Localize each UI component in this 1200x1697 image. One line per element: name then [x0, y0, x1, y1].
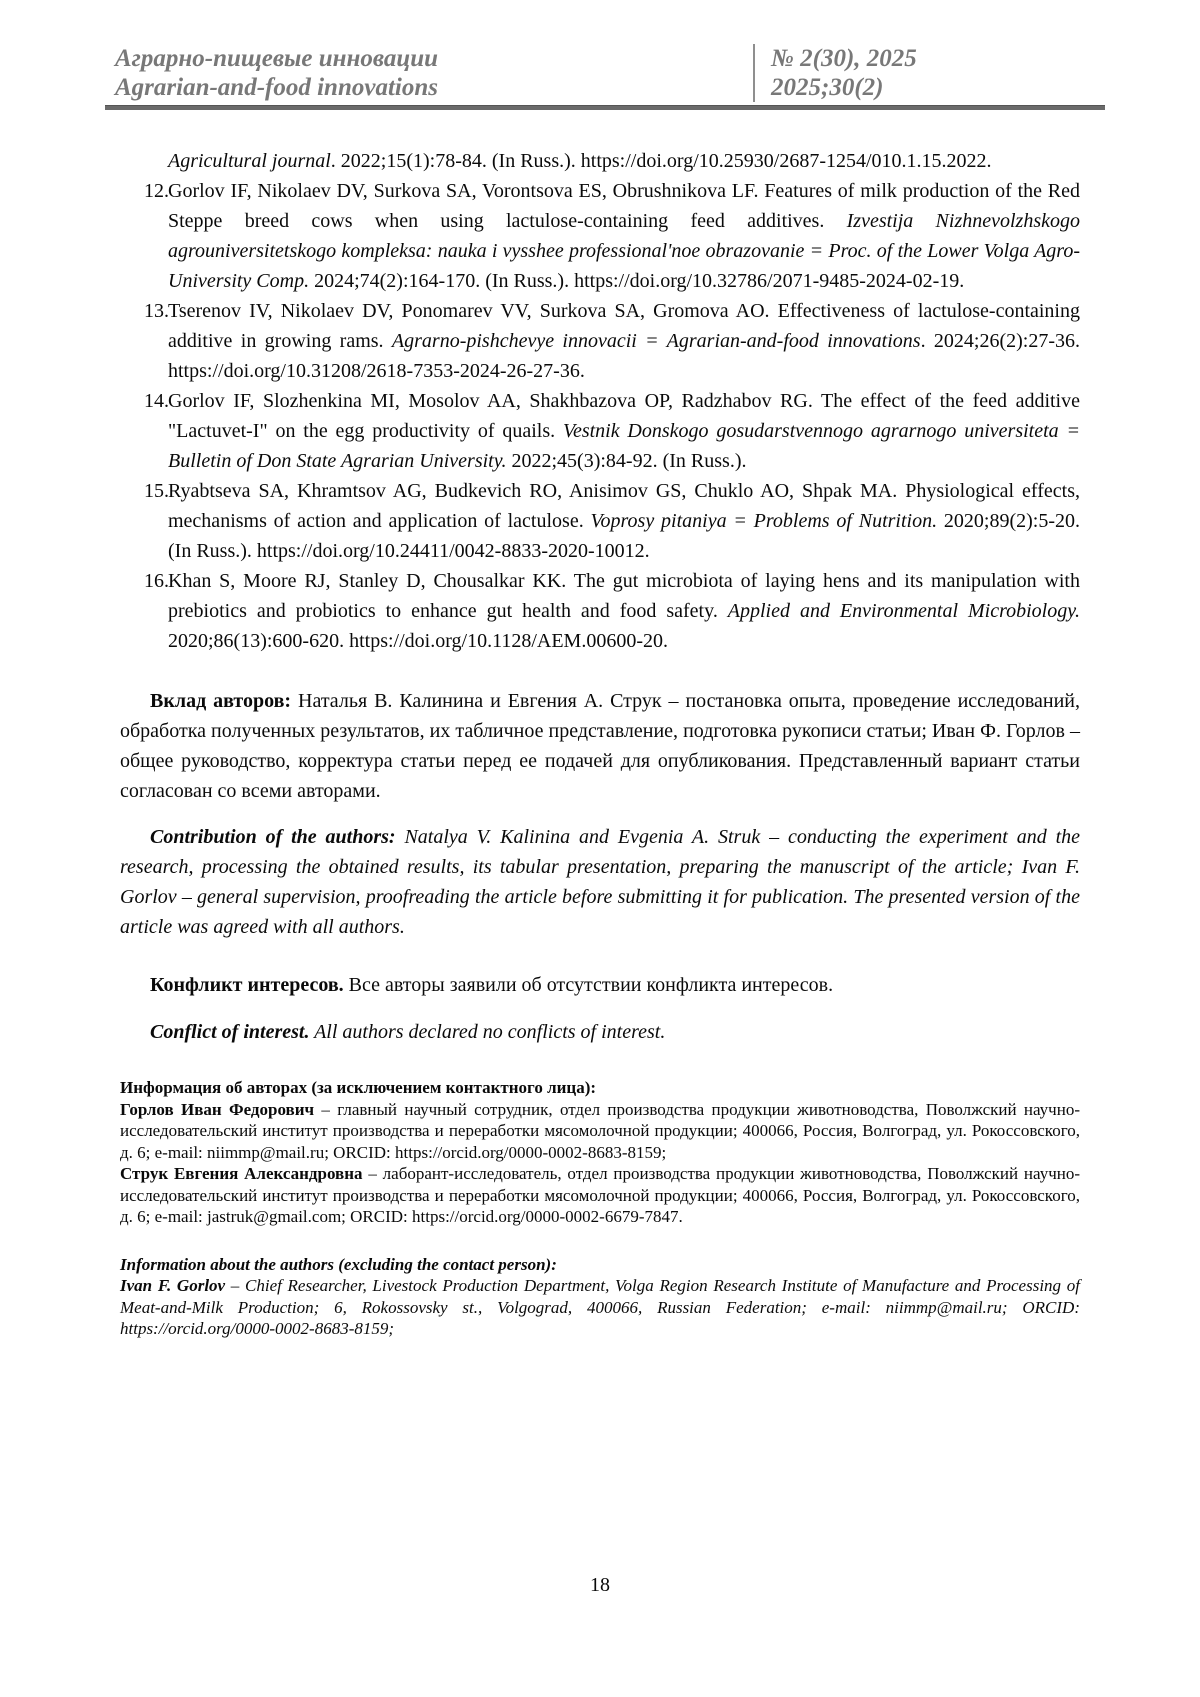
reference-list: [120, 146, 1080, 656]
page-body: [120, 146, 1080, 1340]
reference-text: Ryabtseva SA, Khramtsov AG, Budkevich RO, Anisimov GS, Chuklo AO, Shpak MA. Physiological effects, mechanisms of action and application of lactulose. Voprosy pitaniya = Problems of Nutrition. 2020;89(2):5-20. (In Russ.). https://doi.org/10.24411/0042-8833-2020-10012.: [168, 480, 1081, 562]
reference-number: 15.: [144, 480, 169, 502]
issue-info-block: [753, 44, 1105, 102]
journal-title-en: Agrarian-and-food innovations: [115, 74, 438, 101]
issue-number: № 2(30), 2025: [771, 45, 917, 72]
journal-title-block: [105, 44, 753, 102]
reference-text: Gorlov IF, Nikolaev DV, Surkova SA, Vorontsova ES, Obrushnikova LF. Features of milk production of the Red Steppe breed cows when using lactulose-containing feed additives. Izvestija Nizhnevolzhskogo agrouniversitetskogo kompleksa: nauka i vysshee professional'noe obrazovanie = Proc. of the Lower Volga Agro-University Comp. 2024;74(2):164-170. (In Russ.). https://doi.org/10.32786/2071-9485-2024-02-19.: [168, 180, 1080, 292]
reference-number: 13.: [144, 300, 169, 322]
running-head: [105, 44, 1105, 102]
author-bio-gorlov-en: Ivan F. Gorlov – Chief Researcher, Livestock Production Department, Volga Region Research Institute of Manufacture and Processing of Meat-and-Milk Production; 6, Rokossovsky st., Volgograd, 400066, Russian Federation; e-mail: niimmp@mail.ru; ORCID: https://orcid.org/0000-0002-8683-8159;: [120, 1276, 1080, 1338]
issue-citation: 2025;30(2): [771, 74, 884, 101]
author-contribution-ru: Вклад авторов: Наталья В. Калинина и Евгения А. Струк – постановка опыта, проведение исследований, обработка полученных результатов, их табличное представление, подготовка рукописи статьи; Иван Ф. Горлов – общее руководство, корректура статьи перед ее подачей для опубликования. Представленный вариант статьи согласован со всеми авторами.: [120, 690, 1080, 802]
page-number: 18: [590, 1574, 610, 1596]
authors-info-heading-en: Information about the authors (excluding the contact person):: [120, 1254, 557, 1274]
reference-number: 16.: [144, 570, 169, 592]
reference-text: Gorlov IF, Slozhenkina MI, Mosolov AA, Shakhbazova OP, Radzhabov RG. The effect of the feed additive "Lactuvet-I" on the egg productivity of quails. Vestnik Donskogo gosudarstvennogo agrarnogo universiteta = Bulletin of Don State Agrarian University. 2022;45(3):84-92. (In Russ.).: [168, 390, 1080, 472]
reference-number: 14.: [144, 390, 169, 412]
reference-continuation: Agricultural journal. 2022;15(1):78-84. (In Russ.). https://doi.org/10.25930/2687-1254/010.1.15.2022.: [168, 150, 992, 172]
header-rule: [105, 105, 1105, 110]
reference-item-15: [120, 476, 1080, 566]
reference-item-12: [120, 176, 1080, 296]
reference-item-14: [120, 386, 1080, 476]
authors-info-heading-ru: Информация об авторах (за исключением контактного лица):: [120, 1078, 597, 1097]
conflict-of-interest-ru: Конфликт интересов. Все авторы заявили об отсутствии конфликта интересов.: [150, 974, 834, 996]
journal-title-ru: Аграрно-пищевые инновации: [115, 45, 439, 72]
reference-text: Tserenov IV, Nikolaev DV, Ponomarev VV, Surkova SA, Gromova AO. Effectiveness of lactulose-containing additive in growing rams. Agrarno-pishchevye innovacii = Agrarian-and-food innovations. 2024;26(2):27-36. https://doi.org/10.31208/2618-7353-2024-26-27-36.: [168, 300, 1080, 382]
author-contribution-en: Contribution of the authors: Natalya V. Kalinina and Evgenia A. Struk – conducting the experiment and the research, processing the obtained results, its tabular presentation, preparing the manuscript of the article; Ivan F. Gorlov – general supervision, proofreading the article before submitting it for publication. The presented version of the article was agreed with all authors.: [120, 826, 1080, 938]
reference-item-13: [120, 296, 1080, 386]
author-bio-gorlov-ru: Горлов Иван Федорович – главный научный сотрудник, отдел производства продукции животноводства, Поволжский научно-исследовательский институт производства и переработки мясомолочной продукции; 400066, Россия, Волгоград, ул. Рокоссовского, д. 6; e-mail: niimmp@mail.ru; ORCID: https://orcid.org/0000-0002-8683-8159;: [120, 1099, 1080, 1162]
author-bio-struk-ru: Струк Евгения Александровна – лаборант-исследователь, отдел производства продукции животноводства, Поволжский научно-исследовательский институт производства и переработки мясомолочной продукции; 400066, Россия, Волгоград, ул. Рокоссовского, д. 6; e-mail: jastruk@gmail.com; ORCID: https://orcid.org/0000-0002-6679-7847.: [120, 1164, 1081, 1226]
page-footer: [0, 1572, 1200, 1598]
conflict-of-interest-en: Conflict of interest. All authors declared no conflicts of interest.: [150, 1021, 666, 1043]
reference-number: 12.: [144, 180, 169, 202]
authors-info-section: [120, 1077, 1080, 1340]
reference-text: Khan S, Moore RJ, Stanley D, Chousalkar KK. The gut microbiota of laying hens and its manipulation with prebiotics and probiotics to enhance gut health and food safety. Applied and Environmental Microbiology. 2020;86(13):600-620. https://doi.org/10.1128/AEM.00600-20.: [168, 570, 1081, 652]
reference-item-16: [120, 566, 1080, 656]
